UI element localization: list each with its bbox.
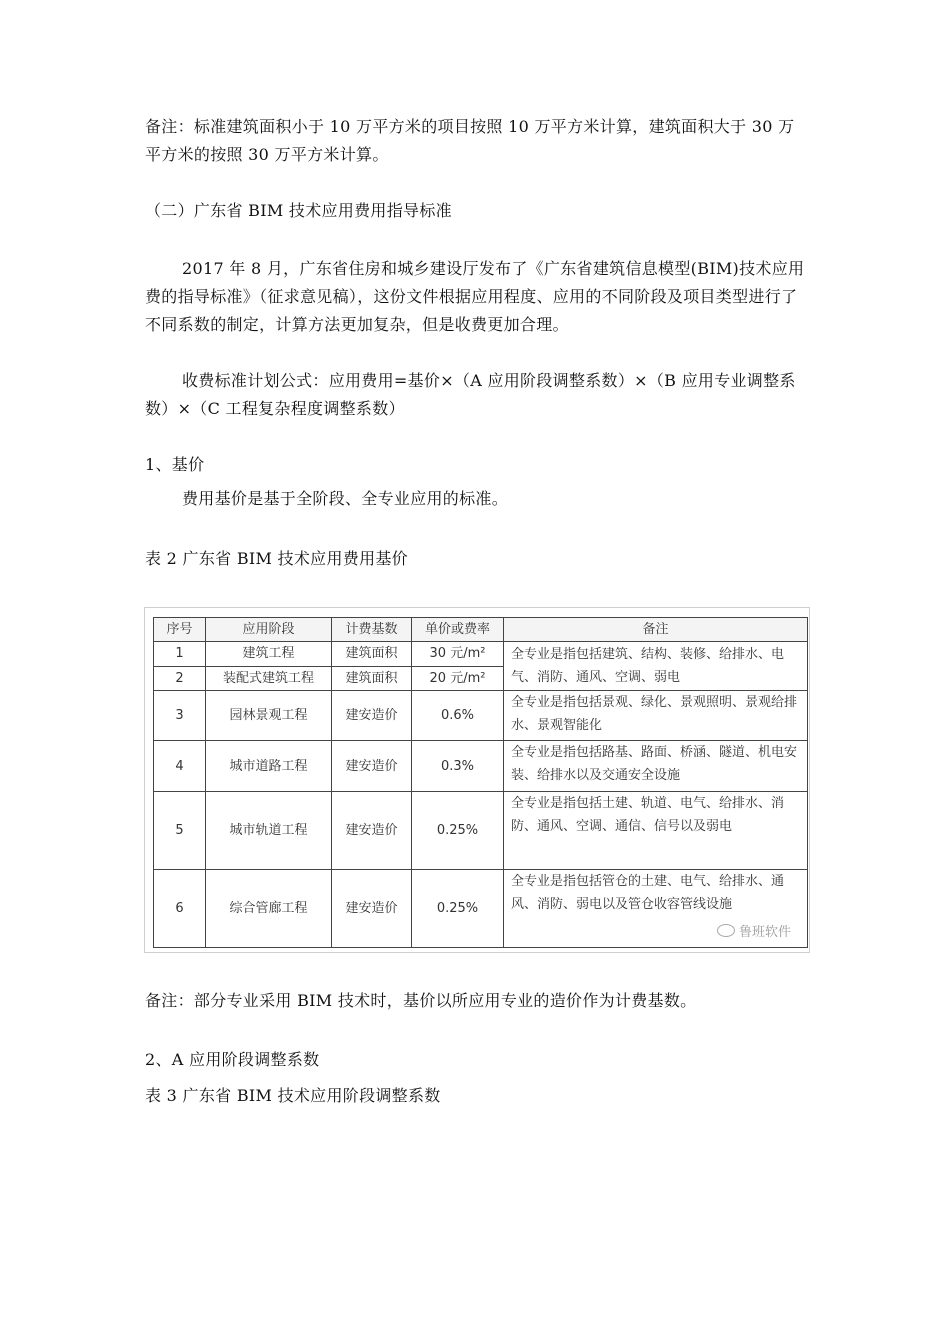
cell-note: 全专业是指包括建筑、结构、装修、给排水、电气、消防、通风、空调、弱电 (504, 642, 808, 691)
section-heading-2: （二）广东省 BIM 技术应用费用指导标准 (145, 201, 452, 220)
cell-base: 建安造价 (332, 691, 412, 741)
cell-no: 6 (154, 870, 206, 948)
header-note: 备注 (504, 618, 808, 642)
cell-rate: 20 元/m² (412, 666, 504, 691)
watermark-text: 鲁班软件 (738, 925, 791, 940)
table-3-caption: 表 3 广东省 BIM 技术应用阶段调整系数 (145, 1086, 441, 1105)
fee-table (153, 617, 808, 948)
base-price-description: 费用基价是基于全阶段、全专业应用的标准。 (182, 489, 509, 508)
table-row (154, 691, 808, 741)
fee-table-figure (144, 607, 810, 953)
cell-rate: 0.25% (412, 792, 504, 870)
cell-no: 4 (154, 741, 206, 792)
cell-stage: 城市轨道工程 (206, 792, 332, 870)
cell-stage: 装配式建筑工程 (206, 666, 332, 691)
note-paragraph-1: 备注：标准建筑面积小于 10 万平方米的项目按照 10 万平方米计算，建筑面积大于 30 万平方米的按照 30 万平方米计算。 (145, 117, 795, 164)
cell-base: 建筑面积 (332, 666, 412, 691)
cell-rate: 0.25% (412, 870, 504, 948)
table-row (154, 642, 808, 667)
cell-no: 2 (154, 666, 206, 691)
header-rate: 单价或费率 (412, 618, 504, 642)
watermark (717, 921, 791, 940)
cell-base: 建安造价 (332, 792, 412, 870)
table-row (154, 870, 808, 948)
cell-note: 全专业是指包括土建、轨道、电气、给排水、消防、通风、空调、通信、信号以及弱电 (504, 792, 808, 870)
formula-paragraph: 收费标准计划公式：应用费用=基价×（A 应用阶段调整系数）×（B 应用专业调整系数）×（C 工程复杂程度调整系数） (145, 371, 796, 418)
section-heading-stage-coefficient: 2、A 应用阶段调整系数 (145, 1050, 320, 1069)
cell-base: 建安造价 (332, 870, 412, 948)
table-header-row (154, 618, 808, 642)
cell-stage: 园林景观工程 (206, 691, 332, 741)
cell-note: 全专业是指包括景观、绿化、景观照明、景观给排水、景观智能化 (504, 691, 808, 741)
cell-no: 3 (154, 691, 206, 741)
cell-no: 1 (154, 642, 206, 667)
cell-stage: 综合管廊工程 (206, 870, 332, 948)
section-heading-base-price: 1、基价 (145, 455, 205, 474)
table-2-caption: 表 2 广东省 BIM 技术应用费用基价 (145, 549, 408, 568)
table-row (154, 792, 808, 870)
header-stage: 应用阶段 (206, 618, 332, 642)
cell-rate: 30 元/m² (412, 642, 504, 667)
table-row (154, 741, 808, 792)
cell-rate: 0.3% (412, 741, 504, 792)
header-base: 计费基数 (332, 618, 412, 642)
cell-note: 全专业是指包括管仓的土建、电气、给排水、通风、消防、弱电以及管仓收容管线设施 (504, 870, 808, 948)
cell-no: 5 (154, 792, 206, 870)
intro-paragraph: 2017 年 8 月，广东省住房和城乡建设厅发布了《广东省建筑信息模型(BIM)技术应用费的指导标准》（征求意见稿），这份文件根据应用程度、应用的不同阶段及项目类型进行了不同系数的制定，计算方法更加复杂，但是收费更加合理。 (145, 259, 805, 334)
cell-rate: 0.6% (412, 691, 504, 741)
cell-stage: 城市道路工程 (206, 741, 332, 792)
cell-note: 全专业是指包括路基、路面、桥涵、隧道、机电安装、给排水以及交通安全设施 (504, 741, 808, 792)
wechat-icon (717, 924, 735, 937)
cell-base: 建安造价 (332, 741, 412, 792)
cell-base: 建筑面积 (332, 642, 412, 667)
note-paragraph-2: 备注：部分专业采用 BIM 技术时，基价以所应用专业的造价作为计费基数。 (145, 991, 697, 1010)
header-no: 序号 (154, 618, 206, 642)
cell-stage: 建筑工程 (206, 642, 332, 667)
